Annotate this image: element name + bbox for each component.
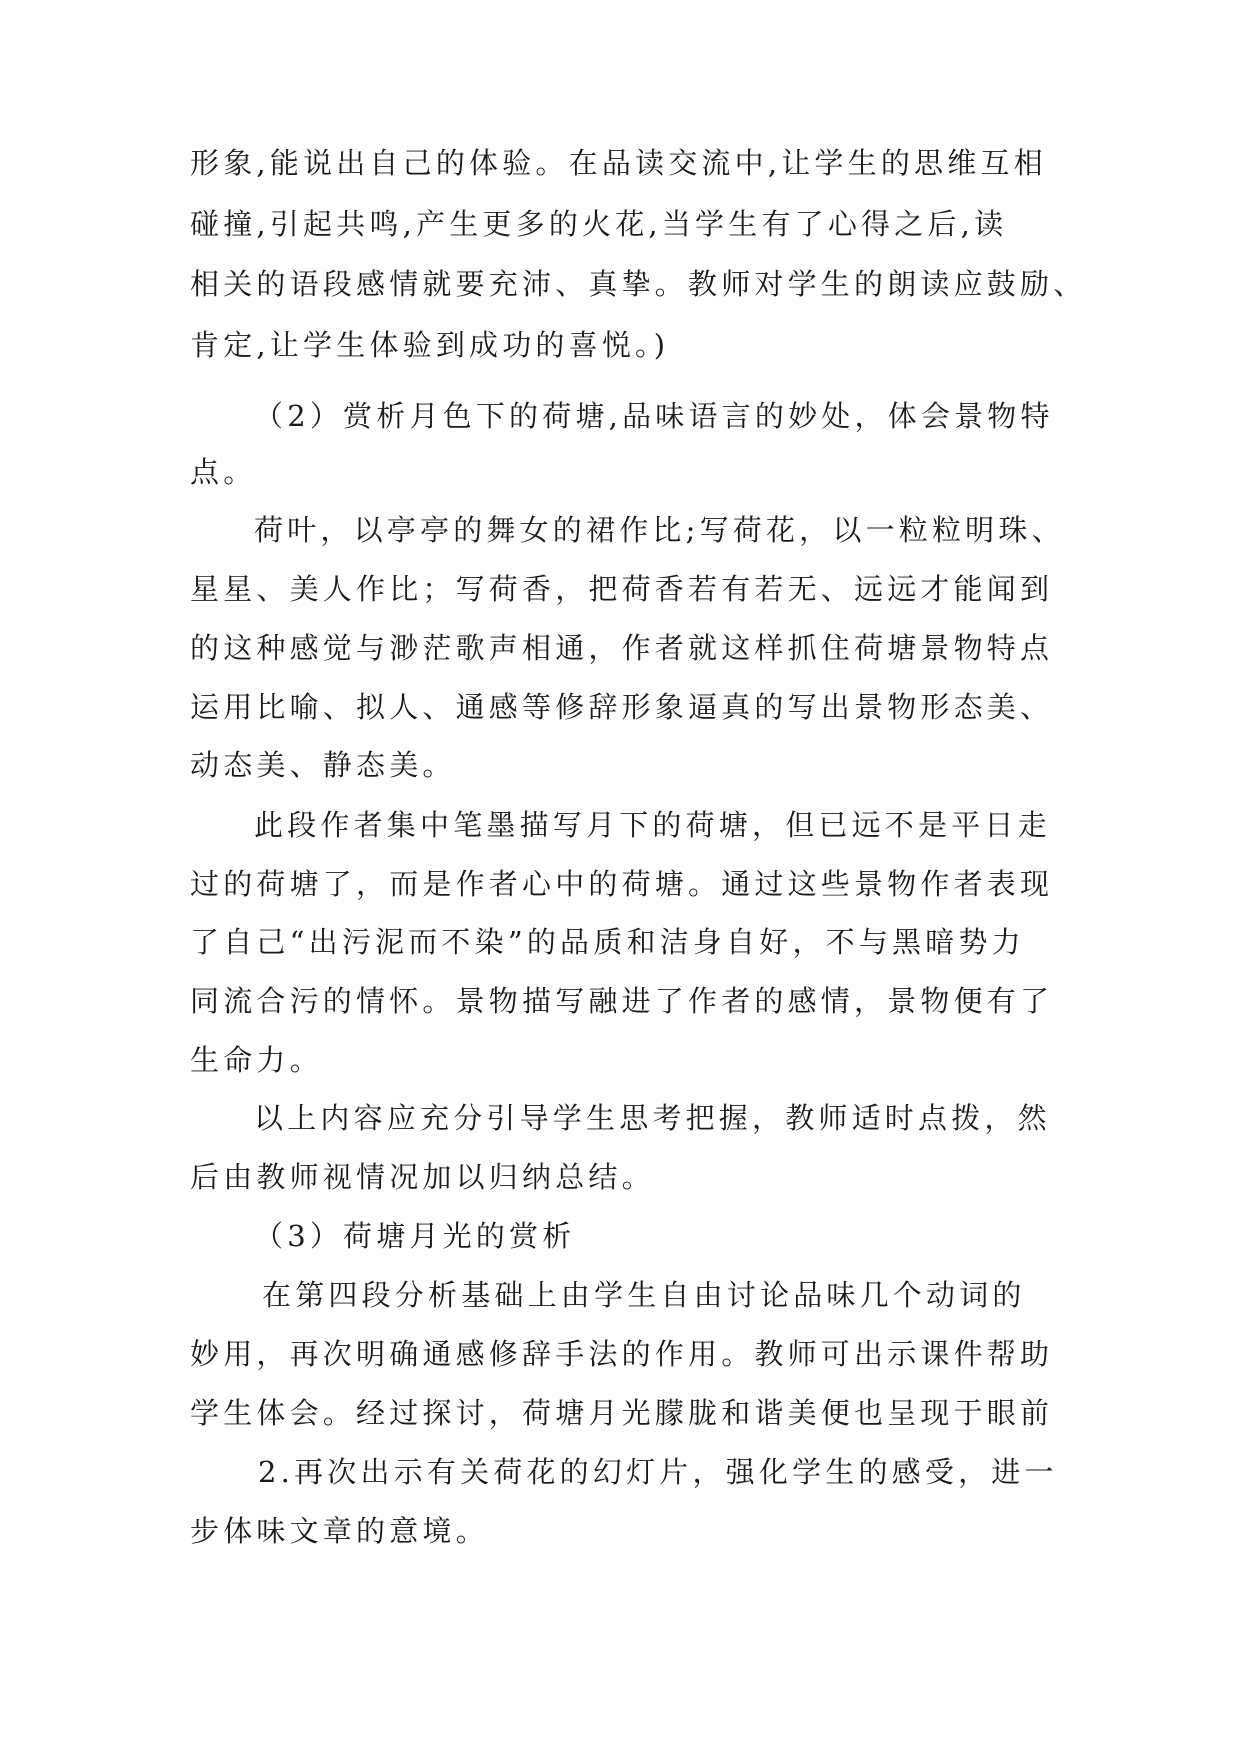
text-line: 碰撞,引起共鸣,产生更多的火花,当学生有了心得之后,读 <box>190 207 1008 241</box>
text-line: 妙用，再次明确通感修辞手法的作用。教师可出示课件帮助 <box>190 1337 1054 1371</box>
text-line: 了自己“出污泥而不染”的品质和洁身自好，不与黑暗势力 <box>190 925 1025 959</box>
subheading-3: （3）荷塘月光的赏析 <box>254 1219 576 1253</box>
paragraph-start: 荷叶，以亭亭的舞女的裙作比;写荷花，以一粒粒明珠、 <box>254 513 1065 547</box>
text-line: 点。 <box>190 455 257 489</box>
paragraph-start: 此段作者集中笔墨描写月下的荷塘，但已远不是平日走 <box>254 808 1051 842</box>
text-line: 同流合污的情怀。景物描写融进了作者的感情，景物便有了 <box>190 984 1054 1018</box>
text-line: 步体味文章的意境。 <box>190 1514 489 1548</box>
text-line: 学生体会。经过探讨，荷塘月光朦胧和谐美便也呈现于眼前 <box>190 1396 1054 1430</box>
text-line: 运用比喻、拟人、通感等修辞形象逼真的写出景物形态美、 <box>190 690 1054 724</box>
text-line: 过的荷塘了，而是作者心中的荷塘。通过这些景物作者表现 <box>190 867 1054 901</box>
text-line: 动态美、静态美。 <box>190 748 456 782</box>
text-line: 形象,能说出自己的体验。在品读交流中,让学生的思维互相 <box>190 146 1047 180</box>
text-line: 后由教师视情况加以归纳总结。 <box>190 1160 655 1194</box>
text-line: 星星、美人作比；写荷香，把荷香若有若无、远远才能闻到 <box>190 572 1054 606</box>
text-line: 生命力。 <box>190 1043 323 1077</box>
text-line: 的这种感觉与渺茫歌声相通，作者就这样抓住荷塘景物特点 <box>190 631 1054 665</box>
numbered-item-2: 2.再次出示有关荷花的幻灯片，强化学生的感受，进一 <box>258 1455 1058 1489</box>
text-line: 肯定,让学生体验到成功的喜悦。) <box>190 328 670 362</box>
subheading-2: （2）赏析月色下的荷塘,品味语言的妙处，体会景物特 <box>254 399 1054 433</box>
text-line: 相关的语段感情就要充沛、真挚。教师对学生的朗读应鼓励、 <box>190 267 1087 301</box>
paragraph-start: 以上内容应充分引导学生思考把握，教师适时点拨，然 <box>254 1101 1051 1135</box>
paragraph-start: 在第四段分析基础上由学生自由讨论品味几个动词的 <box>262 1278 1026 1312</box>
